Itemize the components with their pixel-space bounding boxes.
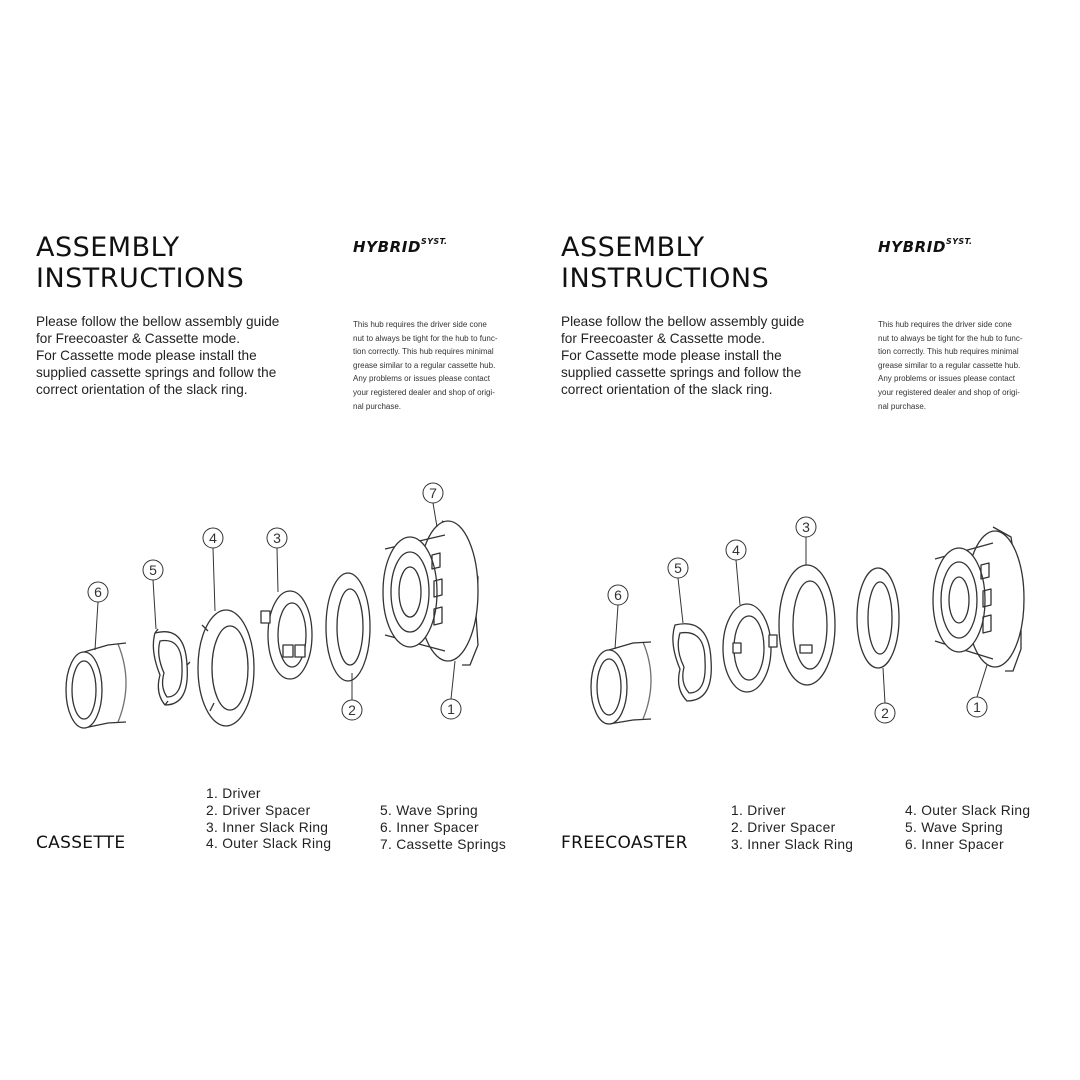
parts-list-col1 — [206, 786, 331, 853]
wave-spring-part — [153, 629, 190, 705]
parts-list-item: 6. Inner Spacer — [905, 836, 1004, 852]
parts-list-item: 3. Inner Slack Ring — [206, 819, 329, 835]
outer-slack-ring-part — [198, 610, 254, 726]
assembly-title: ASSEMBLY INSTRUCTIONS — [561, 232, 770, 294]
inner-spacer-part — [591, 642, 651, 724]
mode-label-freecoaster: FREECOASTER — [561, 833, 688, 853]
callout-6-label: 6 — [614, 587, 622, 603]
driver-part — [933, 527, 1024, 671]
callout-2-label: 2 — [881, 705, 889, 721]
callout-6-label: 6 — [94, 584, 102, 600]
parts-list-item: 5. Wave Spring — [905, 819, 1004, 835]
callout-2-label: 2 — [348, 702, 356, 718]
parts-list-item: 1. Driver — [731, 803, 786, 818]
callout-4 — [203, 528, 223, 611]
brand-suffix: SYST. — [946, 237, 973, 246]
hub-note: This hub requires the driver side cone nut to always be tight for the hub to func- tion correctly. This hub requires minimal grease similar to a regular cassette hub. Any problems or issues please contact your registered dealer and shop of origi- nal purchase. — [353, 320, 498, 411]
freecoaster-panel — [525, 0, 1045, 1080]
parts-list-item: 5. Wave Spring — [380, 803, 479, 818]
inner-slack-ring-part — [779, 565, 835, 685]
cassette-panel — [0, 0, 520, 1080]
parts-list-item: 4. Outer Slack Ring — [206, 836, 332, 852]
assembly-title: ASSEMBLY INSTRUCTIONS — [36, 232, 245, 294]
inner-spacer-part — [66, 643, 126, 728]
callout-5 — [668, 558, 688, 623]
parts-list-col1 — [731, 803, 853, 853]
callout-1-label: 1 — [973, 699, 981, 715]
brand-suffix: SYST. — [421, 237, 448, 246]
hybrid-syst-logo — [353, 238, 447, 256]
parts-list-item: 3. Inner Slack Ring — [731, 836, 854, 852]
parts-list-item: 7. Cassette Springs — [380, 836, 507, 852]
callout-3 — [796, 517, 816, 565]
intro-text: Please follow the bellow assembly guide for Freecoaster & Cassette mode. For Cassette mode please install the supplied cassette springs and follow the correct orientation of the slack ring. — [36, 314, 280, 397]
hybrid-syst-logo — [878, 238, 972, 256]
parts-list-item: 2. Driver Spacer — [731, 819, 836, 835]
callout-3 — [267, 528, 287, 592]
callout-6 — [88, 582, 108, 650]
driver-spacer-part — [326, 573, 370, 681]
driver-part — [383, 521, 478, 665]
parts-list-item: 1. Driver — [206, 786, 261, 801]
cassette-exploded-diagram — [0, 465, 520, 755]
parts-list-item: 6. Inner Spacer — [380, 819, 479, 835]
wave-spring-part — [673, 624, 711, 701]
callout-5 — [143, 560, 163, 629]
brand-name: HYBRID — [353, 238, 422, 256]
callout-1 — [967, 665, 987, 717]
outer-slack-ring-part — [723, 604, 777, 692]
mode-label-cassette: CASSETTE — [36, 833, 126, 853]
freecoaster-exploded-diagram — [525, 465, 1045, 755]
callout-7 — [423, 483, 443, 527]
callout-3-label: 3 — [802, 519, 810, 535]
parts-list-item: 2. Driver Spacer — [206, 802, 311, 818]
callout-5-label: 5 — [674, 560, 682, 576]
callout-5-label: 5 — [149, 562, 157, 578]
callout-1 — [441, 661, 461, 719]
inner-slack-ring-part — [261, 591, 312, 679]
parts-list-col2 — [905, 803, 1030, 853]
callout-4-label: 4 — [209, 530, 217, 546]
callout-1-label: 1 — [447, 701, 455, 717]
driver-spacer-part — [857, 568, 899, 668]
hub-note: This hub requires the driver side cone nut to always be tight for the hub to func- tion correctly. This hub requires minimal grease similar to a regular cassette hub. Any problems or issues please contact your registered dealer and shop of origi- nal purchase. — [878, 320, 1023, 411]
callout-6 — [608, 585, 628, 649]
parts-list-col2 — [380, 803, 506, 853]
callout-4-label: 4 — [732, 542, 740, 558]
callout-2 — [875, 668, 895, 723]
intro-text: Please follow the bellow assembly guide for Freecoaster & Cassette mode. For Cassette mode please install the supplied cassette springs and follow the correct orientation of the slack ring. — [561, 314, 805, 397]
callout-7-label: 7 — [429, 485, 437, 501]
brand-name: HYBRID — [878, 238, 947, 256]
parts-list-item: 4. Outer Slack Ring — [905, 803, 1031, 818]
callout-4 — [726, 540, 746, 605]
callout-3-label: 3 — [273, 530, 281, 546]
